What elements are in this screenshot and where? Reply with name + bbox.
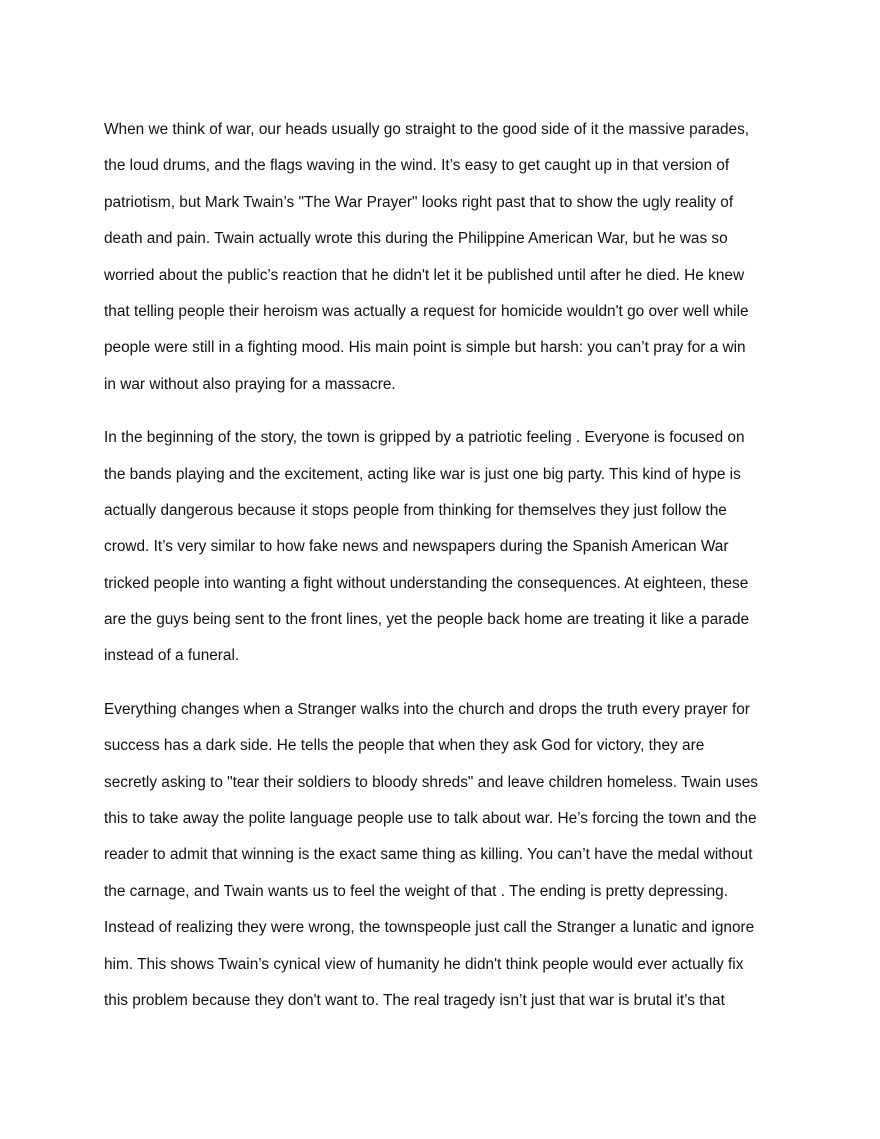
text-line: success has a dark side. He tells the people that when they ask God for victory, they are <box>104 737 705 755</box>
paragraph-2 <box>104 420 794 675</box>
text-line: actually dangerous because it stops people from thinking for themselves they just follow the <box>104 501 727 519</box>
text-line: this to take away the polite language people use to talk about war. He’s forcing the town and the <box>104 810 757 828</box>
text-line: him. This shows Twain’s cynical view of humanity he didn't think people would ever actually fix <box>104 955 744 973</box>
text-line: in war without also praying for a massacre. <box>104 375 396 393</box>
document-body <box>104 112 794 1019</box>
text-line: this problem because they don't want to. The real tragedy isn’t just that war is brutal it’s that <box>104 991 725 1009</box>
text-line: the bands playing and the excitement, acting like war is just one big party. This kind of hype is <box>104 465 741 483</box>
text-line: the carnage, and Twain wants us to feel the weight of that . The ending is pretty depressing. <box>104 882 728 900</box>
paragraph-3 <box>104 692 794 1020</box>
text-line: people were still in a fighting mood. His main point is simple but harsh: you can’t pray for a win <box>104 339 746 357</box>
text-line: that telling people their heroism was actually a request for homicide wouldn't go over well while <box>104 302 749 320</box>
text-line: are the guys being sent to the front lines, yet the people back home are treating it like a parade <box>104 611 750 629</box>
text-line: crowd. It’s very similar to how fake news and newspapers during the Spanish American War <box>104 538 729 556</box>
paragraph-1 <box>104 112 794 403</box>
text-line: patriotism, but Mark Twain’s "The War Prayer" looks right past that to show the ugly reality of <box>104 193 734 211</box>
text-line: secretly asking to "tear their soldiers to bloody shreds" and leave children homeless. Twain uses <box>104 773 758 791</box>
text-line: tricked people into wanting a fight without understanding the consequences. At eighteen, these <box>104 574 749 592</box>
text-line: In the beginning of the story, the town is gripped by a patriotic feeling . Everyone is focused on <box>104 429 745 447</box>
text-line: worried about the public’s reaction that he didn't let it be published until after he died. He knew <box>104 266 745 284</box>
text-line: Everything changes when a Stranger walks into the church and drops the truth every prayer for <box>104 700 750 718</box>
text-line: reader to admit that winning is the exact same thing as killing. You can’t have the medal without <box>104 846 753 864</box>
text-line: Instead of realizing they were wrong, the townspeople just call the Stranger a lunatic and ignore <box>104 919 755 937</box>
text-line: the loud drums, and the flags waving in the wind. It’s easy to get caught up in that version of <box>104 157 730 175</box>
text-line: When we think of war, our heads usually go straight to the good side of it the massive parades, <box>104 121 750 138</box>
text-line: instead of a funeral. <box>104 647 240 665</box>
text-line: death and pain. Twain actually wrote this during the Philippine American War, but he was so <box>104 230 728 248</box>
